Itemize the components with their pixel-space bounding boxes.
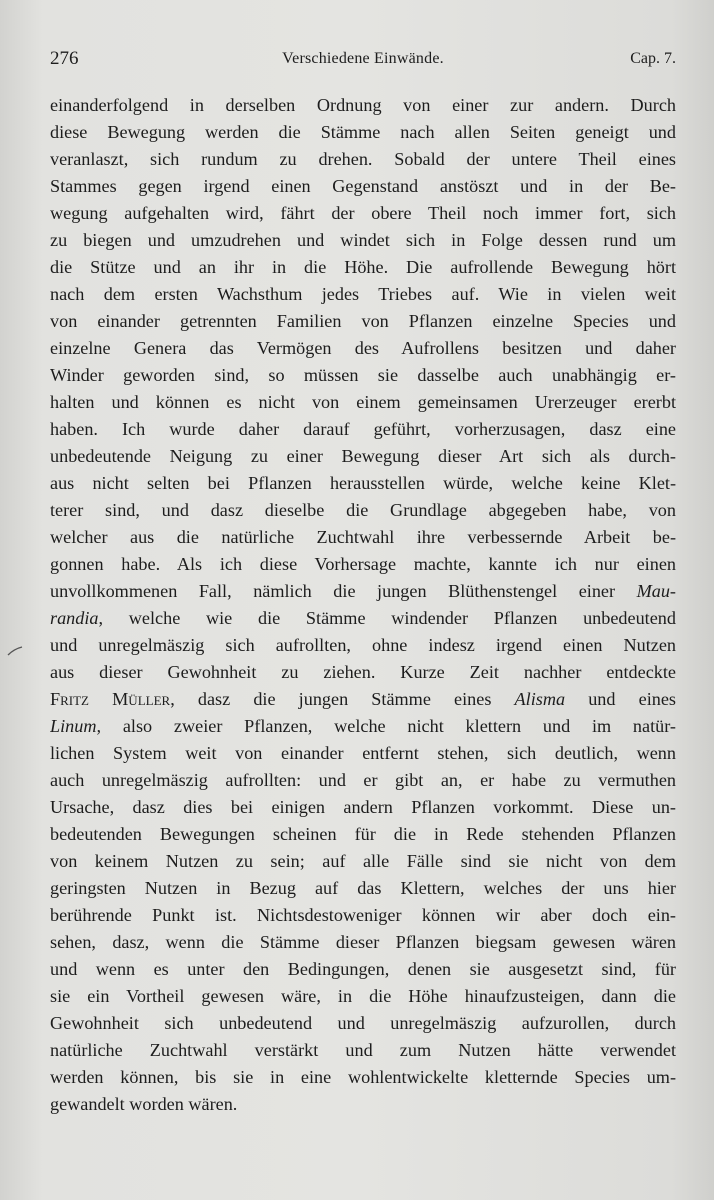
italic-text: Alisma	[514, 689, 566, 709]
text-line	[50, 551, 676, 578]
text-segment: und unregelmäszig sich aufrollten, ohne indesz irgend einen Nutzen	[50, 635, 676, 655]
text-segment: die Stütze und an ihr in die Höhe. Die aufrollende Bewegung hört	[50, 257, 676, 277]
text-line	[50, 200, 676, 227]
text-segment: natürliche Zuchtwahl verstärkt und zum Nutzen hätte verwendet	[50, 1040, 676, 1060]
text-line	[50, 416, 676, 443]
text-line	[50, 767, 676, 794]
pencil-margin-mark	[6, 645, 26, 657]
italic-text: randia	[50, 608, 99, 628]
text-segment: , dasz die jungen Stämme eines	[170, 689, 515, 709]
text-line	[50, 875, 676, 902]
text-segment: wegung aufgehalten wird, fährt der obere Theil noch immer fort, sich	[50, 203, 676, 223]
text-segment: einzelne Genera das Vermögen des Aufrollens besitzen und daher	[50, 338, 676, 358]
text-segment: halten und können es nicht von einem gemeinsamen Urerzeuger ererbt	[50, 392, 676, 412]
page-number: 276	[50, 48, 79, 69]
text-line	[50, 524, 676, 551]
text-line	[50, 227, 676, 254]
chapter-label: Cap. 7.	[630, 50, 676, 67]
running-title: Verschiedene Einwände.	[282, 50, 444, 67]
text-segment: terer sind, und dasz dieselbe die Grundlage abgegeben habe, von	[50, 500, 676, 520]
text-segment: also zweier Pflanzen, welche nicht klettern und im natür-	[101, 716, 676, 736]
text-line	[50, 335, 676, 362]
text-line	[50, 1037, 676, 1064]
text-line	[50, 740, 676, 767]
text-line	[50, 659, 676, 686]
text-line	[50, 443, 676, 470]
text-segment: Gewohnheit sich unbedeutend und unregelmäszig aufzurollen, durch	[50, 1013, 676, 1033]
text-segment: Stammes gegen irgend einen Gegenstand anstöszt und in der Be-	[50, 176, 676, 196]
text-line	[50, 956, 676, 983]
text-line	[50, 146, 676, 173]
text-segment: sie ein Vortheil gewesen wäre, in die Höhe hinaufzusteigen, dann die	[50, 986, 676, 1006]
text-line	[50, 902, 676, 929]
text-segment: welcher aus die natürliche Zuchtwahl ihre verbessernde Arbeit be-	[50, 527, 676, 547]
text-line	[50, 470, 676, 497]
text-line	[50, 362, 676, 389]
text-line	[50, 794, 676, 821]
text-segment: haben. Ich wurde daher darauf geführt, vorherzusagen, dasz eine	[50, 419, 676, 439]
author-name: Fritz Müller	[50, 689, 171, 709]
text-line	[50, 1064, 676, 1091]
text-line	[50, 497, 676, 524]
text-line	[50, 92, 676, 119]
page-header	[50, 46, 676, 74]
text-segment: , welche wie die Stämme windender Pflanzen unbedeutend	[98, 608, 676, 628]
text-segment: aus nicht selten bei Pflanzen herausstellen würde, welche keine Klet-	[50, 473, 676, 493]
text-line	[50, 1010, 676, 1037]
text-line	[50, 578, 676, 605]
text-line	[50, 713, 676, 740]
text-segment: Winder geworden sind, so müssen sie dasselbe auch unabhängig er-	[50, 365, 676, 385]
text-segment: auch unregelmäszig aufrollten: und er gibt an, er habe zu vermuthen	[50, 770, 676, 790]
text-segment: gonnen habe. Als ich diese Vorhersage machte, kannte ich nur einen	[50, 554, 676, 574]
text-line	[50, 254, 676, 281]
text-line	[50, 983, 676, 1010]
text-segment: von einander getrennten Familien von Pflanzen einzelne Species und	[50, 311, 676, 331]
text-segment: geringsten Nutzen in Bezug auf das Klettern, welches der uns hier	[50, 878, 676, 898]
text-line	[50, 281, 676, 308]
text-segment: unvollkommenen Fall, nämlich die jungen Blüthenstengel einer	[50, 581, 637, 601]
text-line	[50, 389, 676, 416]
text-line	[50, 632, 676, 659]
text-segment: und wenn es unter den Bedingungen, denen sie ausgesetzt sind, für	[50, 959, 676, 979]
text-line	[50, 308, 676, 335]
text-line	[50, 605, 676, 632]
text-line	[50, 821, 676, 848]
text-segment: von keinem Nutzen zu sein; auf alle Fälle sind sie nicht von dem	[50, 851, 676, 871]
text-line	[50, 848, 676, 875]
text-line	[50, 173, 676, 200]
text-segment: berührende Punkt ist. Nichtsdestoweniger können wir aber doch ein-	[50, 905, 676, 925]
text-segment: bedeutenden Bewegungen scheinen für die in Rede stehenden Pflanzen	[50, 824, 676, 844]
text-segment: nach dem ersten Wachsthum jedes Triebes auf. Wie in vielen weit	[50, 284, 676, 304]
body-text	[50, 92, 676, 1118]
text-line	[50, 686, 676, 713]
text-segment: werden können, bis sie in eine wohlentwickelte kletternde Species um-	[50, 1067, 676, 1087]
text-segment: zu biegen und umzudrehen und windet sich in Folge dessen rund um	[50, 230, 676, 250]
text-line	[50, 929, 676, 956]
text-segment: Ursache, dasz dies bei einigen andern Pflanzen vorkommt. Diese un-	[50, 797, 676, 817]
text-segment: diese Bewegung werden die Stämme nach allen Seiten geneigt und	[50, 122, 676, 142]
italic-text: Mau-	[636, 581, 676, 601]
text-segment: veranlaszt, sich rundum zu drehen. Sobald der untere Theil eines	[50, 149, 676, 169]
text-segment: einanderfolgend in derselben Ordnung von einer zur andern. Durch	[50, 95, 676, 115]
text-segment: und eines	[565, 689, 676, 709]
text-segment: gewandelt worden wären.	[50, 1094, 238, 1114]
text-line	[50, 119, 676, 146]
text-segment: aus dieser Gewohnheit zu ziehen. Kurze Zeit nachher entdeckte	[50, 662, 676, 682]
text-line	[50, 1091, 676, 1118]
text-segment: sehen, dasz, wenn die Stämme dieser Pflanzen biegsam gewesen wären	[50, 932, 676, 952]
italic-text: Linum,	[50, 716, 102, 736]
text-segment: unbedeutende Neigung zu einer Bewegung dieser Art sich als durch-	[50, 446, 676, 466]
text-segment: lichen System weit von einander entfernt stehen, sich deutlich, wenn	[50, 743, 676, 763]
